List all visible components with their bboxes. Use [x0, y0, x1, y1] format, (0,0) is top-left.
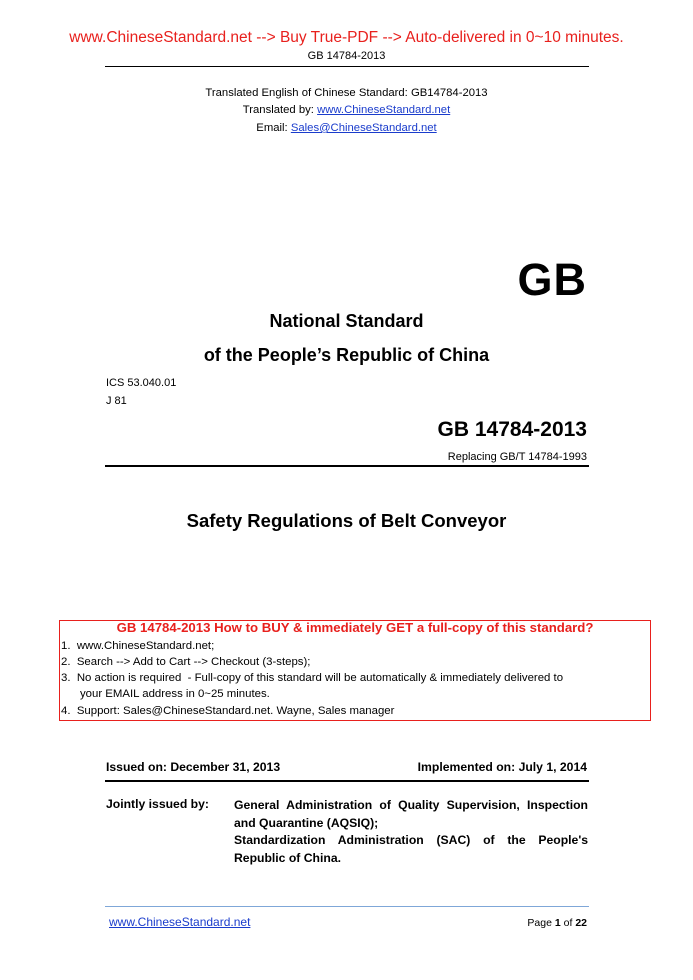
gb-mark: GB [517, 254, 587, 305]
footer-rule [105, 906, 589, 907]
page-total: 22 [575, 917, 587, 929]
purchase-step: 3. No action is required - Full-copy of this standard will be automatically & immediately delivered to [61, 672, 564, 684]
purchase-step[interactable]: 1. www.ChineseStandard.net; [61, 640, 215, 652]
standard-number: GB 14784-2013 [437, 418, 587, 441]
purchase-step: 2. Search --> Add to Cart --> Checkout (3-steps); [61, 656, 311, 668]
replacing-note: Replacing GB/T 14784-1993 [447, 451, 587, 463]
page-current: 1 [554, 917, 561, 929]
purchase-step: 4. Support: Sales@ChineseStandard.net. Wayne, Sales manager [61, 705, 395, 717]
page-number [527, 917, 587, 929]
document-title: Safety Regulations of Belt Conveyor [186, 510, 507, 531]
purchase-box [59, 620, 651, 721]
ccs-code: J 81 [106, 395, 127, 407]
email-label: Email: [256, 122, 291, 134]
implemented-date: Implemented on: July 1, 2014 [417, 760, 587, 774]
purchase-heading: GB 14784-2013 How to BUY & immediately GET a full-copy of this standard? [116, 620, 594, 635]
issued-date: Issued on: December 31, 2013 [106, 760, 281, 774]
translator-link[interactable]: www.ChineseStandard.net [317, 104, 451, 116]
issuer-sac: Standardization Administration (SAC) of the People's Republic of China. [234, 833, 588, 865]
header-standard-code: GB 14784-2013 [307, 50, 386, 62]
issuer-aqsiq: General Administration of Quality Supervision, Inspection and Quarantine (AQSIQ); [234, 798, 588, 830]
page-of: of [560, 917, 576, 929]
footer-link[interactable]: www.ChineseStandard.net [109, 915, 251, 929]
purchase-step: your EMAIL address in 0~25 minutes. [61, 688, 270, 700]
translated-by-label: Translated by: [242, 104, 318, 116]
translated-by [0, 104, 693, 116]
email-line [0, 122, 693, 134]
national-standard-subtitle: of the People’s Republic of China [203, 345, 490, 365]
page-label: Page [527, 917, 555, 929]
standard-rule [105, 465, 589, 467]
email-link[interactable]: Sales@ChineseStandard.net [290, 122, 437, 134]
national-standard-title: National Standard [269, 311, 424, 331]
translation-line: Translated English of Chinese Standard: GB14784-2013 [205, 87, 488, 99]
dates-rule [105, 780, 589, 782]
header-rule [105, 66, 589, 67]
promo-banner[interactable]: www.ChineseStandard.net --> Buy True-PDF --> Auto-delivered in 0~10 minutes. [69, 29, 624, 46]
ics-code: ICS 53.040.01 [106, 377, 177, 389]
jointly-issued-label: Jointly issued by: [106, 797, 209, 811]
